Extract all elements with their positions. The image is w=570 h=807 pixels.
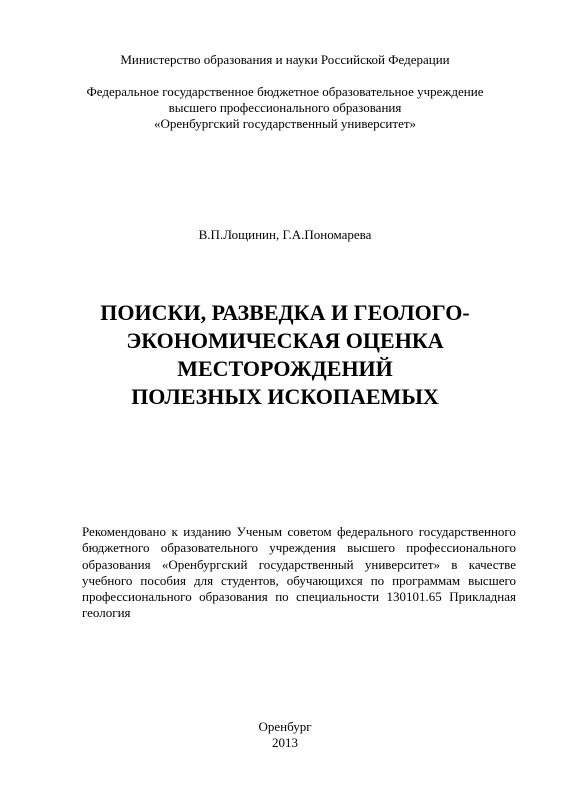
recommendation-word: образования xyxy=(82,556,151,572)
recommendation-word: Прикладная xyxy=(449,589,516,605)
recommendation-word: учебного xyxy=(82,572,133,588)
recommendation-word: высшего xyxy=(468,572,516,588)
recommendation-word: «Оренбургский xyxy=(161,556,248,572)
recommendation-word: профессионального xyxy=(406,540,516,556)
recommendation-word: специальности xyxy=(296,589,380,605)
title-line: ПОЛЕЗНЫХ ИСКОПАЕМЫХ xyxy=(131,384,439,409)
title-line: ЭКОНОМИЧЕСКАЯ ОЦЕНКА xyxy=(126,328,444,353)
recommendation-word: государственный xyxy=(258,556,354,572)
recommendation-word: 130101.65 xyxy=(386,589,442,605)
recommendation-word: к xyxy=(171,524,178,539)
recommendation-word: образования xyxy=(199,589,268,605)
recommendation-word: студентов, xyxy=(221,572,279,588)
institution-line: высшего профессионального образования xyxy=(168,100,402,115)
institution-line: «Оренбургский государственный университет» xyxy=(153,116,417,131)
title-line: МЕСТОРОЖДЕНИЙ xyxy=(177,356,393,381)
recommendation-word: учреждения xyxy=(269,540,336,556)
authors: В.П.Лощинин, Г.А.Пономарева xyxy=(198,227,372,242)
recommendation-text xyxy=(82,524,516,622)
recommendation-line xyxy=(82,573,516,589)
recommendation-word: в xyxy=(451,556,458,572)
recommendation-word: образовательного xyxy=(160,540,258,556)
recommendation-word: бюджетного xyxy=(82,540,150,556)
institution-line: Федеральное государственное бюджетное образовательное учреждение xyxy=(86,84,484,99)
recommendation-word: для xyxy=(193,572,214,588)
recommendation-word: федерального xyxy=(337,524,414,539)
recommendation-word: изданию xyxy=(183,524,232,539)
recommendation-word: государственного xyxy=(418,524,516,539)
recommendation-line xyxy=(82,605,516,621)
recommendation-word: Рекомендовано xyxy=(82,524,166,539)
recommendation-line xyxy=(82,524,516,540)
recommendation-line xyxy=(82,540,516,556)
book-title xyxy=(0,299,570,411)
recommendation-line xyxy=(82,589,516,605)
recommendation-word: по xyxy=(275,589,289,605)
ministry-name: Министерство образования и науки Российской Федерации xyxy=(120,52,450,67)
recommendation-word: по xyxy=(370,572,385,588)
recommendation-word: советом xyxy=(287,524,332,539)
recommendation-word: профессионального xyxy=(82,589,192,605)
recommendation-word: пособия xyxy=(140,572,186,588)
institution-block xyxy=(0,84,570,132)
recommendation-word: Ученым xyxy=(236,524,283,539)
title-line: ПОИСКИ, РАЗВЕДКА И ГЕОЛОГО- xyxy=(100,300,470,325)
publication-city: Оренбург xyxy=(258,719,312,734)
recommendation-word: программам xyxy=(392,572,461,588)
recommendation-word: качестве xyxy=(468,556,516,572)
recommendation-word: геология xyxy=(82,605,131,621)
recommendation-word: университет» xyxy=(364,556,440,572)
publication-year: 2013 xyxy=(272,735,298,750)
recommendation-word: обучающихся xyxy=(286,572,363,588)
recommendation-line xyxy=(82,557,516,573)
recommendation-word: высшего xyxy=(347,540,396,556)
